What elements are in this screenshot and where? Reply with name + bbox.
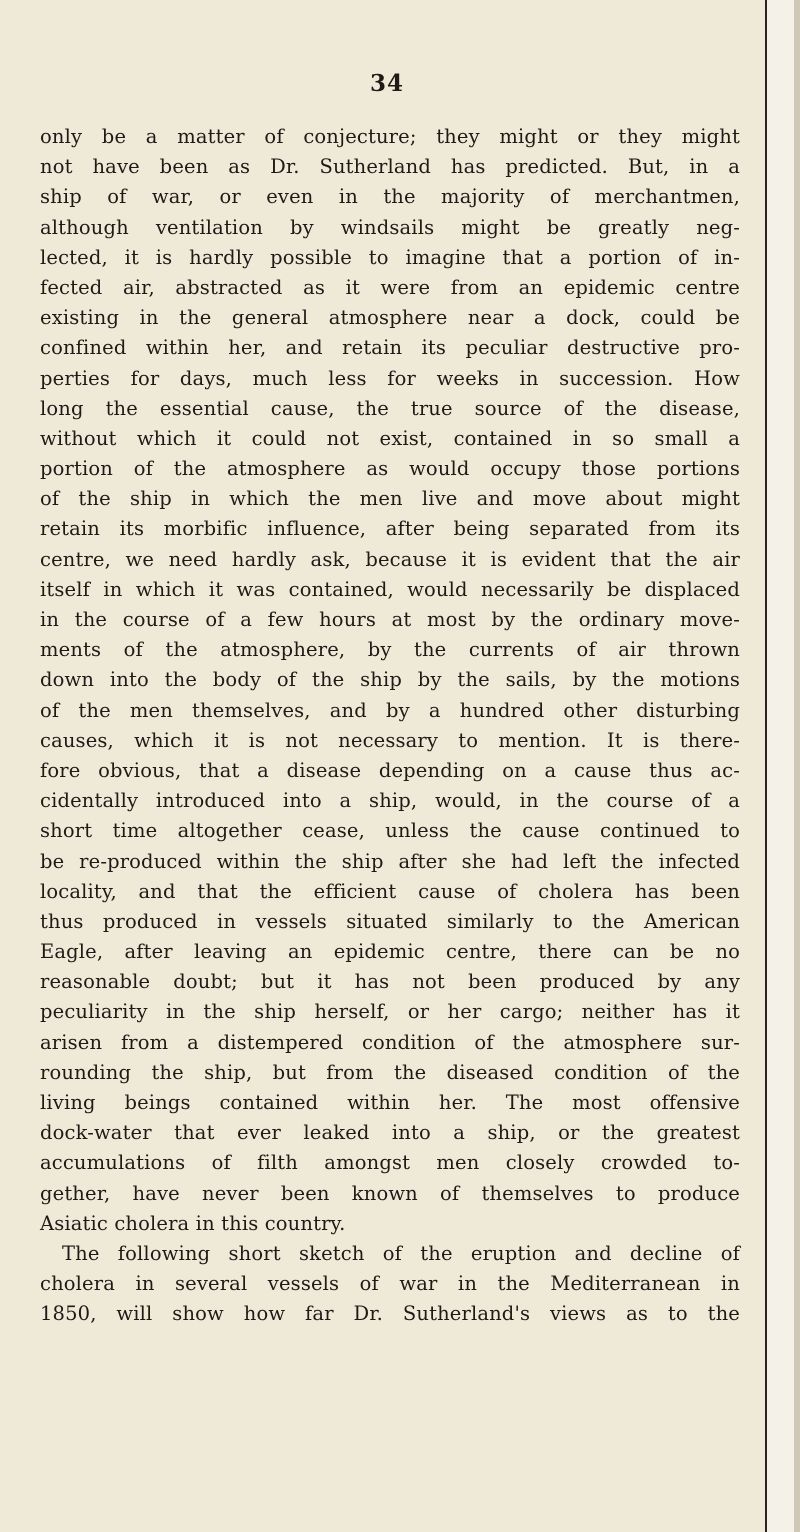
text-line: gether, have never been known of themselves to produce: [40, 1181, 740, 1205]
text-line: arisen from a distempered condition of the atmosphere sur-: [40, 1030, 740, 1054]
text-line: long the essential cause, the true source of the disease,: [40, 396, 740, 420]
text-line: down into the body of the ship by the sails, by the motions: [40, 668, 740, 692]
adjacent-page-edge: [765, 0, 800, 1532]
body-text: [40, 122, 740, 1330]
text-line: retain its morbific influence, after being separated from its: [40, 517, 740, 541]
text-line: lected, it is hardly possible to imagine that a portion of in-: [40, 245, 740, 269]
text-line: centre, we need hardly ask, because it is evident that the air: [40, 547, 740, 571]
text-line: causes, which it is not necessary to mention. It is there-: [40, 728, 740, 752]
text-line: cholera in several vessels of war in the Mediterranean in: [40, 1272, 740, 1296]
text-line: living beings contained within her. The most offensive: [40, 1091, 740, 1114]
text-line: dock-water that ever leaked into a ship, or the greatest: [40, 1121, 740, 1145]
text-line: rounding the ship, but from the diseased condition of the: [40, 1060, 740, 1084]
text-line: fore obvious, that a disease depending on a cause thus ac-: [40, 758, 740, 782]
text-line: only be a matter of conjecture; they might or they might: [40, 125, 740, 148]
text-line: cidentally introduced into a ship, would, in the course of a: [40, 789, 740, 813]
text-line: perties for days, much less for weeks in succession. How: [40, 366, 740, 390]
text-line: confined within her, and retain its peculiar destructive pro-: [40, 336, 740, 360]
text-line: although ventilation by windsails might be greatly neg-: [40, 215, 740, 239]
text-line: thus produced in vessels situated similarly to the American: [40, 909, 740, 933]
page-shadow: [794, 0, 800, 1532]
text-line: of the men themselves, and by a hundred other disturbing: [40, 698, 740, 722]
text-line: portion of the atmosphere as would occupy those portions: [40, 457, 740, 481]
page-number: 34: [370, 70, 405, 97]
text-line: fected air, abstracted as it were from an epidemic centre: [40, 275, 740, 299]
text-line: Eagle, after leaving an epidemic centre, there can be no: [40, 940, 740, 964]
text-line: of the ship in which the men live and move about might: [40, 487, 740, 511]
paragraph-start-line: The following short sketch of the eruption and decline of: [62, 1241, 740, 1265]
text-line: accumulations of filth amongst men closely crowded to-: [40, 1151, 740, 1175]
text-line: not have been as Dr. Sutherland has predicted. But, in a: [40, 155, 740, 179]
text-line: ments of the atmosphere, by the currents of air thrown: [40, 638, 740, 662]
text-line: peculiarity in the ship herself, or her cargo; neither has it: [40, 1000, 740, 1024]
text-line: itself in which it was contained, would necessarily be displaced: [40, 577, 740, 601]
text-line: ship of war, or even in the majority of merchantmen,: [40, 185, 740, 209]
text-line: existing in the general atmosphere near a dock, could be: [40, 306, 740, 330]
text-line: reasonable doubt; but it has not been produced by any: [40, 970, 740, 994]
text-line: locality, and that the efficient cause of cholera has been: [40, 879, 740, 903]
text-line: 1850, will show how far Dr. Sutherland's views as to the: [40, 1302, 740, 1326]
paragraph-end-line: Asiatic cholera in this country.: [40, 1211, 346, 1235]
text-line: short time altogether cease, unless the cause continued to: [40, 819, 740, 843]
text-line: be re-produced within the ship after she had left the infected: [40, 849, 740, 873]
text-line: in the course of a few hours at most by the ordinary move-: [40, 608, 740, 631]
text-line: without which it could not exist, contained in so small a: [40, 426, 740, 450]
